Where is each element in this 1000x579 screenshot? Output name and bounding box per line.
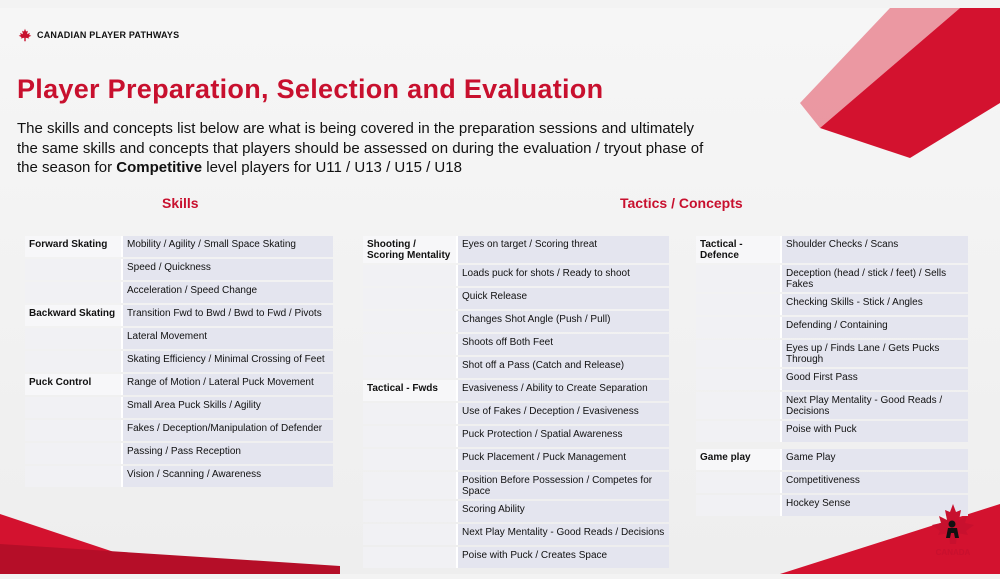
category-cell: Tactical - Fwds	[363, 380, 456, 401]
page-title: Player Preparation, Selection and Evaluation	[17, 74, 604, 104]
item-cell: Shoulder Checks / Scans	[780, 236, 968, 263]
category-cell: Tactical - Defence	[696, 236, 780, 263]
table-row	[363, 334, 669, 355]
item-cell: Checking Skills - Stick / Angles	[780, 294, 968, 315]
category-cell	[363, 403, 456, 424]
item-cell: Position Before Possession / Competes for Space	[456, 472, 669, 499]
table-row	[363, 380, 669, 401]
brand-header	[18, 28, 179, 42]
table-row	[363, 403, 669, 424]
table-row	[25, 236, 333, 257]
red-decoration-top	[660, 8, 1000, 168]
table-row	[696, 236, 968, 263]
item-cell: Good First Pass	[780, 369, 968, 390]
section-gap	[696, 444, 968, 447]
table-row	[363, 236, 669, 263]
defence-gameplay-table	[696, 234, 968, 518]
intro-text-start: The skills and concepts list below are what is being covered in the preparation sessions and ultimately the same skills and concepts that players should be assessed on during the evaluation / tryout phase of the season for	[17, 120, 704, 176]
category-cell	[696, 392, 780, 419]
item-cell: Acceleration / Speed Change	[121, 282, 333, 303]
maple-leaf-icon	[18, 28, 32, 42]
hockey-canada-logo	[928, 502, 978, 560]
category-cell	[696, 472, 780, 493]
category-cell	[696, 369, 780, 390]
table-row	[363, 472, 669, 499]
category-cell	[696, 265, 780, 292]
category-cell: Shooting / Scoring Mentality	[363, 236, 456, 263]
table-row	[25, 443, 333, 464]
item-cell: Changes Shot Angle (Push / Pull)	[456, 311, 669, 332]
category-cell	[696, 294, 780, 315]
table-row	[696, 392, 968, 419]
item-cell: Quick Release	[456, 288, 669, 309]
item-cell: Eyes up / Finds Lane / Gets Pucks Through	[780, 340, 968, 367]
item-cell: Shoots off Both Feet	[456, 334, 669, 355]
item-cell: Loads puck for shots / Ready to shoot	[456, 265, 669, 286]
category-cell	[25, 397, 121, 418]
intro-bold-level: Competitive	[116, 159, 203, 176]
item-cell: Speed / Quickness	[121, 259, 333, 280]
category-cell	[363, 288, 456, 309]
skills-table	[25, 234, 333, 489]
category-cell	[363, 472, 456, 499]
item-cell: Shot off a Pass (Catch and Release)	[456, 357, 669, 378]
table-row	[363, 426, 669, 447]
category-cell: Forward Skating	[25, 236, 121, 257]
table-row	[696, 449, 968, 470]
table-row	[696, 369, 968, 390]
category-cell	[363, 547, 456, 568]
table-row	[363, 265, 669, 286]
table-row	[25, 374, 333, 395]
item-cell: Passing / Pass Reception	[121, 443, 333, 464]
category-cell	[25, 259, 121, 280]
category-cell	[363, 501, 456, 522]
item-cell: Vision / Scanning / Awareness	[121, 466, 333, 487]
skills-heading: Skills	[162, 195, 199, 211]
item-cell: Skating Efficiency / Minimal Crossing of Feet	[121, 351, 333, 372]
category-cell	[25, 282, 121, 303]
category-cell: Puck Control	[25, 374, 121, 395]
item-cell: Deception (head / stick / feet) / Sells Fakes	[780, 265, 968, 292]
item-cell: Defending / Containing	[780, 317, 968, 338]
table-row	[696, 317, 968, 338]
category-cell: Game play	[696, 449, 780, 470]
category-cell: Backward Skating	[25, 305, 121, 326]
tactics-table	[363, 234, 669, 570]
table-row	[696, 294, 968, 315]
item-cell: Range of Motion / Lateral Puck Movement	[121, 374, 333, 395]
category-cell	[25, 466, 121, 487]
category-cell	[25, 328, 121, 349]
intro-text	[17, 119, 707, 178]
table-row	[25, 397, 333, 418]
item-cell: Use of Fakes / Deception / Evasiveness	[456, 403, 669, 424]
item-cell: Poise with Puck / Creates Space	[456, 547, 669, 568]
tactics-heading: Tactics / Concepts	[620, 195, 743, 211]
item-cell: Hockey Sense	[780, 495, 968, 516]
slide	[0, 8, 1000, 574]
item-cell: Next Play Mentality - Good Reads / Decisions	[456, 524, 669, 545]
item-cell: Poise with Puck	[780, 421, 968, 442]
logo-wordmark: CANADA	[935, 548, 971, 557]
category-cell	[25, 443, 121, 464]
table-row	[25, 282, 333, 303]
table-row	[363, 547, 669, 568]
category-cell	[25, 351, 121, 372]
table-row	[25, 259, 333, 280]
category-cell	[363, 449, 456, 470]
category-cell	[363, 357, 456, 378]
table-row	[25, 420, 333, 441]
category-cell	[696, 317, 780, 338]
category-cell	[363, 524, 456, 545]
table-row	[696, 265, 968, 292]
table-row	[363, 357, 669, 378]
table-row	[363, 288, 669, 309]
item-cell: Small Area Puck Skills / Agility	[121, 397, 333, 418]
category-cell	[696, 495, 780, 516]
category-cell	[363, 334, 456, 355]
table-row	[25, 466, 333, 487]
table-row	[25, 305, 333, 326]
brand-name: CANADIAN PLAYER PATHWAYS	[37, 30, 180, 40]
item-cell: Eyes on target / Scoring threat	[456, 236, 669, 263]
intro-text-end: level players for U11 / U13 / U15 / U18	[202, 159, 462, 176]
table-row	[696, 421, 968, 442]
table-row	[363, 524, 669, 545]
table-row	[363, 311, 669, 332]
item-cell: Game Play	[780, 449, 968, 470]
item-cell: Puck Protection / Spatial Awareness	[456, 426, 669, 447]
item-cell: Transition Fwd to Bwd / Bwd to Fwd / Pivots	[121, 305, 333, 326]
category-cell	[696, 340, 780, 367]
table-row	[696, 340, 968, 367]
table-row	[696, 472, 968, 493]
table-row	[25, 328, 333, 349]
item-cell: Puck Placement / Puck Management	[456, 449, 669, 470]
item-cell: Mobility / Agility / Small Space Skating	[121, 236, 333, 257]
category-cell	[696, 421, 780, 442]
category-cell	[363, 311, 456, 332]
category-cell	[363, 426, 456, 447]
item-cell: Evasiveness / Ability to Create Separation	[456, 380, 669, 401]
category-cell	[363, 265, 456, 286]
table-row	[363, 501, 669, 522]
item-cell: Scoring Ability	[456, 501, 669, 522]
category-cell	[25, 420, 121, 441]
table-row	[363, 449, 669, 470]
item-cell: Lateral Movement	[121, 328, 333, 349]
item-cell: Next Play Mentality - Good Reads / Decisions	[780, 392, 968, 419]
item-cell: Fakes / Deception/Manipulation of Defender	[121, 420, 333, 441]
item-cell: Competitiveness	[780, 472, 968, 493]
table-row	[25, 351, 333, 372]
